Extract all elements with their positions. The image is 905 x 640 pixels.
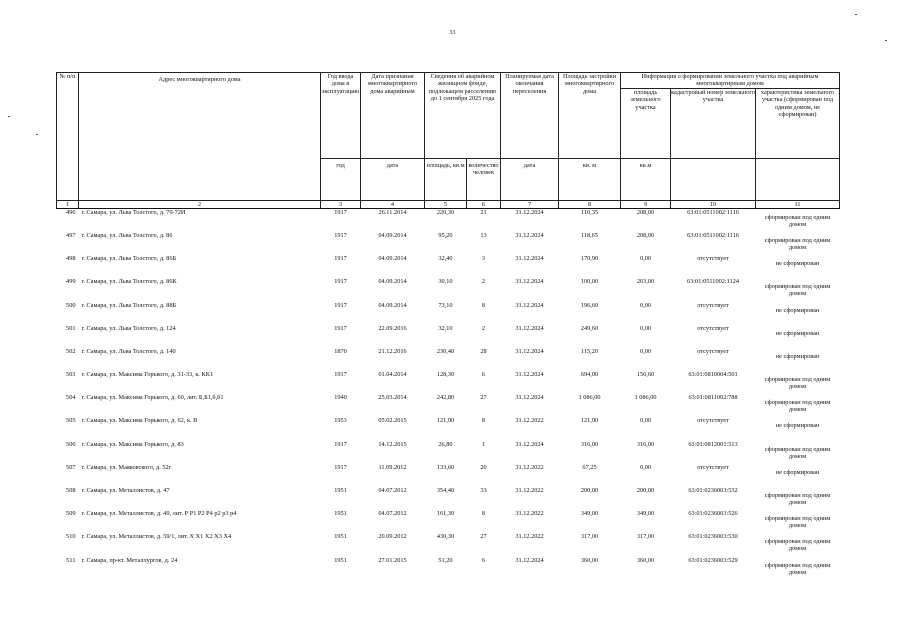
address-cell: г. Самара, пр-кт. Металлургов, д. 24 xyxy=(81,556,178,564)
people-count-cell: 6 xyxy=(481,556,486,564)
land-area-cell: 316,00 xyxy=(636,440,655,448)
year-cell: 1917 xyxy=(334,255,347,263)
building-area-cell: 115,20 xyxy=(580,347,599,355)
land-area-cell: 0,00 xyxy=(640,324,652,332)
table-body xyxy=(57,209,840,580)
row-number: 511 xyxy=(66,556,76,564)
year-cell: 1951 xyxy=(334,556,347,564)
year-cell: 1917 xyxy=(334,463,347,471)
emergency-housing-table xyxy=(56,72,840,580)
building-area-cell: 694,00 xyxy=(580,371,599,379)
building-area-cell: 317,00 xyxy=(580,533,599,541)
table-row xyxy=(57,209,840,232)
planned-date-cell: 31.12.2022 xyxy=(515,463,544,471)
land-area-cell: 1 086,00 xyxy=(634,394,657,402)
unit-cadastral-empty xyxy=(671,158,756,200)
unit-area: площадь, кв.м xyxy=(425,158,467,200)
year-cell: 1917 xyxy=(334,371,347,379)
building-area-cell: 249,60 xyxy=(580,324,599,332)
planned-date-cell: 31.12.2022 xyxy=(515,510,544,518)
recognition-date-cell: 01.04.2014 xyxy=(378,371,407,379)
characteristic-cell: сформирован под одним домом xyxy=(764,515,831,530)
cadastral-cell: 63:01:0236003:529 xyxy=(688,556,738,564)
unit-date: дата xyxy=(361,158,425,200)
cadastral-cell: 63:01:0236003:530 xyxy=(688,533,738,541)
column-number: 9 xyxy=(621,200,671,208)
address-cell: г. Самара, ул. Максима Горького, д. 60, лит. Б,Б1,б,б1 xyxy=(81,394,224,402)
recognition-date-cell: 21.12.2016 xyxy=(378,347,407,355)
fund-area-cell: 121,90 xyxy=(436,417,455,425)
header-land-info: Информация о формировании земельного участка под аварийным многоквартирным домом xyxy=(621,73,840,89)
row-number: 505 xyxy=(66,417,76,425)
column-number: 4 xyxy=(361,200,425,208)
building-area-cell: 196,60 xyxy=(580,301,599,309)
recognition-date-cell: 27.01.2015 xyxy=(378,556,407,564)
cadastral-cell: 63:01:0511002:1124 xyxy=(687,278,740,286)
characteristic-cell: сформирован под одним домом xyxy=(764,561,831,576)
planned-date-cell: 31.12.2024 xyxy=(515,255,544,263)
fund-area-cell: 51,20 xyxy=(438,556,453,564)
row-number: 509 xyxy=(66,510,76,518)
cadastral-cell: 63:01:0812001:513 xyxy=(688,440,738,448)
unit-land-area: кв.м xyxy=(621,158,671,200)
unit-people: количество человек xyxy=(467,158,501,200)
people-count-cell: 2 xyxy=(481,324,486,332)
people-count-cell: 13 xyxy=(480,231,487,239)
row-number: 501 xyxy=(66,324,76,332)
planned-date-cell: 31.12.2024 xyxy=(515,324,544,332)
characteristic-cell: не сформирован xyxy=(775,260,820,268)
land-area-cell: 156,60 xyxy=(636,371,655,379)
characteristic-cell: сформирован под одним домом xyxy=(764,492,831,507)
people-count-cell: 8 xyxy=(481,510,486,518)
unit-planned-date: дата xyxy=(501,158,559,200)
people-count-cell: 2 xyxy=(481,278,486,286)
year-cell: 1953 xyxy=(334,417,347,425)
building-area-cell: 200,00 xyxy=(580,487,599,495)
scan-speck xyxy=(855,14,857,15)
row-number: 503 xyxy=(66,371,76,379)
column-number: 5 xyxy=(425,200,467,208)
cadastral-cell: 63:01:0236003:532 xyxy=(688,487,738,495)
page-number: 33 xyxy=(449,30,456,36)
header-num: № п/п xyxy=(57,73,79,201)
people-count-cell: 8 xyxy=(481,417,486,425)
year-cell: 1917 xyxy=(334,324,347,332)
building-area-cell: 1 086,00 xyxy=(578,394,601,402)
year-cell: 1951 xyxy=(334,533,347,541)
address-cell: г. Самара, ул. Льва Толстого, д. 124 xyxy=(81,324,176,332)
unit-building-area: кв. м xyxy=(559,158,621,200)
year-cell: 1917 xyxy=(334,209,347,217)
table-header xyxy=(57,73,840,209)
fund-area-cell: 242,80 xyxy=(436,394,455,402)
table-row xyxy=(57,557,840,580)
planned-date-cell: 31.12.2022 xyxy=(515,533,544,541)
address-cell: г. Самара, ул. Металлистов, д. 49, лит. Р Р1 Р2 Р4 р2 р3 р4 xyxy=(81,510,237,518)
people-count-cell: 33 xyxy=(480,487,487,495)
planned-date-cell: 31.12.2024 xyxy=(515,440,544,448)
characteristic-cell: сформирован под одним домом xyxy=(764,538,831,553)
column-number: 1 xyxy=(57,200,79,208)
header-fund-info: Сведения об аварийном жилищном фонде, подлежащем расселению до 1 сентября 2025 года xyxy=(425,73,501,159)
column-number: 2 xyxy=(79,200,321,208)
column-number: 8 xyxy=(559,200,621,208)
unit-characteristic-empty xyxy=(756,158,840,200)
building-area-cell: 360,00 xyxy=(580,556,599,564)
address-cell: г. Самара, ул. Максима Горького, д. 31-33, к. КК1 xyxy=(81,371,214,379)
land-area-cell: 203,00 xyxy=(636,278,655,286)
table-row xyxy=(57,302,840,325)
unit-year: год xyxy=(321,158,361,200)
year-cell: 1951 xyxy=(334,510,347,518)
recognition-date-cell: 11.09.2012 xyxy=(378,463,407,471)
people-count-cell: 3 xyxy=(481,255,486,263)
people-count-cell: 8 xyxy=(481,301,486,309)
planned-date-cell: 31.12.2024 xyxy=(515,278,544,286)
cadastral-cell: 63:01:0810004:501 xyxy=(688,371,738,379)
address-cell: г. Самара, ул. Льва Толстого, д. 86 xyxy=(81,231,173,239)
people-count-cell: 1 xyxy=(481,440,486,448)
table-row xyxy=(57,464,840,487)
cadastral-cell: отсутствует xyxy=(697,347,729,355)
year-cell: 1870 xyxy=(334,347,347,355)
planned-date-cell: 31.12.2022 xyxy=(515,417,544,425)
year-cell: 1917 xyxy=(334,301,347,309)
fund-area-cell: 230,40 xyxy=(436,347,455,355)
address-cell: г. Самара, ул. Льва Толстого, д. 86К xyxy=(81,278,177,286)
building-area-cell: 100,00 xyxy=(580,278,599,286)
table-row xyxy=(57,325,840,348)
land-area-cell: 208,00 xyxy=(636,209,655,217)
recognition-date-cell: 04.09.2014 xyxy=(378,255,407,263)
fund-area-cell: 128,30 xyxy=(436,371,455,379)
land-area-cell: 208,00 xyxy=(636,231,655,239)
land-area-cell: 360,00 xyxy=(636,556,655,564)
people-count-cell: 27 xyxy=(480,394,487,402)
column-number: 6 xyxy=(467,200,501,208)
characteristic-cell: не сформирован xyxy=(775,306,820,314)
row-number: 506 xyxy=(66,440,76,448)
header-cadastral: кадастровый номер земельного участка xyxy=(671,88,756,158)
header-characteristic: характеристика земельного участка (сформирован под одним домом, не сформирован) xyxy=(756,88,840,158)
table-row xyxy=(57,510,840,533)
building-area-cell: 316,00 xyxy=(580,440,599,448)
characteristic-cell: не сформирован xyxy=(775,329,820,337)
land-area-cell: 0,00 xyxy=(640,417,652,425)
fund-area-cell: 354,40 xyxy=(436,487,455,495)
header-year: Год ввода дома в эксплуатацию xyxy=(321,73,361,159)
land-area-cell: 0,00 xyxy=(640,255,652,263)
land-area-cell: 0,00 xyxy=(640,347,652,355)
people-count-cell: 6 xyxy=(481,371,486,379)
cadastral-cell: 63:01:0511002:1116 xyxy=(687,209,739,217)
people-count-cell: 27 xyxy=(480,533,487,541)
recognition-date-cell: 04.09.2014 xyxy=(378,231,407,239)
header-building-area: Площадь застройки многоквартирного дома xyxy=(559,73,621,159)
row-number: 498 xyxy=(66,255,76,263)
fund-area-cell: 95,20 xyxy=(438,231,453,239)
scan-speck xyxy=(36,134,38,135)
planned-date-cell: 31.12.2024 xyxy=(515,371,544,379)
fund-area-cell: 161,30 xyxy=(436,510,455,518)
year-cell: 1917 xyxy=(334,278,347,286)
table-row xyxy=(57,278,840,301)
cadastral-cell: 63:01:0811002:788 xyxy=(688,394,738,402)
row-number: 496 xyxy=(66,209,76,217)
fund-area-cell: 32,40 xyxy=(438,255,453,263)
recognition-date-cell: 20.09.2012 xyxy=(378,533,407,541)
row-number: 499 xyxy=(66,278,76,286)
table-row xyxy=(57,441,840,464)
scan-speck xyxy=(8,116,10,117)
recognition-date-cell: 04.09.2014 xyxy=(378,278,407,286)
address-cell: г. Самара, ул. Льва Толстого, д. 88Б xyxy=(81,301,177,309)
cadastral-cell: отсутствует xyxy=(697,255,729,263)
column-number: 7 xyxy=(501,200,559,208)
fund-area-cell: 220,30 xyxy=(436,209,455,217)
table-row xyxy=(57,255,840,278)
header-land-area: площадь земельного участка xyxy=(621,88,671,158)
year-cell: 1951 xyxy=(334,487,347,495)
row-number: 497 xyxy=(66,231,76,239)
people-count-cell: 21 xyxy=(480,209,487,217)
header-address: Адрес многоквартирного дома xyxy=(79,73,321,201)
header-recognition-date: Дата признания многоквартирного дома аварийным xyxy=(361,73,425,159)
recognition-date-cell: 25.03.2014 xyxy=(378,394,407,402)
header-planned-date: Планируемая дата окончания переселения xyxy=(501,73,559,159)
row-number: 508 xyxy=(66,487,76,495)
year-cell: 1940 xyxy=(334,394,347,402)
land-area-cell: 349,00 xyxy=(636,510,655,518)
row-number: 504 xyxy=(66,394,76,402)
row-number: 510 xyxy=(66,533,76,541)
recognition-date-cell: 22.09.2016 xyxy=(378,324,407,332)
row-number: 500 xyxy=(66,301,76,309)
people-count-cell: 20 xyxy=(480,463,487,471)
characteristic-cell: сформирован под одним домом xyxy=(764,399,831,414)
planned-date-cell: 31.12.2024 xyxy=(515,394,544,402)
fund-area-cell: 133,60 xyxy=(436,463,455,471)
building-area-cell: 121,90 xyxy=(580,417,599,425)
address-cell: г. Самара, ул. Максима Горького, д. 83 xyxy=(81,440,184,448)
address-cell: г. Самара, ул. Маяковского, д. 52г xyxy=(81,463,172,471)
cadastral-cell: 63:01:0511002:1116 xyxy=(687,231,739,239)
land-area-cell: 0,00 xyxy=(640,463,652,471)
table-row xyxy=(57,348,840,371)
planned-date-cell: 31.12.2022 xyxy=(515,487,544,495)
table-row xyxy=(57,487,840,510)
column-number: 10 xyxy=(671,200,756,208)
address-cell: г. Самара, ул. Металлистов, д. 47 xyxy=(81,487,170,495)
column-number: 11 xyxy=(756,200,840,208)
planned-date-cell: 31.12.2024 xyxy=(515,209,544,217)
cadastral-cell: отсутствует xyxy=(697,463,729,471)
fund-area-cell: 430,30 xyxy=(436,533,455,541)
table-row xyxy=(57,232,840,255)
characteristic-cell: сформирован под одним домом xyxy=(764,283,831,298)
table-row xyxy=(57,371,840,394)
building-area-cell: 110,35 xyxy=(580,209,599,217)
land-area-cell: 0,00 xyxy=(640,301,652,309)
recognition-date-cell: 04.07.2012 xyxy=(378,510,407,518)
year-cell: 1917 xyxy=(334,231,347,239)
characteristic-cell: сформирован под одним домом xyxy=(764,376,831,391)
recognition-date-cell: 04.07.2012 xyxy=(378,487,407,495)
building-area-cell: 118,65 xyxy=(580,231,599,239)
fund-area-cell: 30,10 xyxy=(438,278,453,286)
cadastral-cell: отсутствует xyxy=(697,324,729,332)
land-area-cell: 200,00 xyxy=(636,487,655,495)
characteristic-cell: не сформирован xyxy=(775,352,820,360)
cadastral-cell: 63:01:0236003:526 xyxy=(688,510,738,518)
recognition-date-cell: 04.09.2014 xyxy=(378,301,407,309)
table-row xyxy=(57,417,840,440)
building-area-cell: 67,25 xyxy=(582,463,597,471)
characteristic-cell: сформирован под одним домом xyxy=(764,445,831,460)
fund-area-cell: 32,10 xyxy=(438,324,453,332)
recognition-date-cell: 14.12.2015 xyxy=(378,440,407,448)
planned-date-cell: 31.12.2024 xyxy=(515,231,544,239)
row-number: 502 xyxy=(66,347,76,355)
characteristic-cell: не сформирован xyxy=(775,422,820,430)
planned-date-cell: 31.12.2024 xyxy=(515,301,544,309)
cadastral-cell: отсутствует xyxy=(697,417,729,425)
cadastral-cell: отсутствует xyxy=(697,301,729,309)
fund-area-cell: 73,10 xyxy=(438,301,453,309)
scan-speck xyxy=(885,40,887,41)
characteristic-cell: сформирован под одним домом xyxy=(764,214,831,229)
table-row xyxy=(57,533,840,556)
building-area-cell: 349,00 xyxy=(580,510,599,518)
year-cell: 1917 xyxy=(334,440,347,448)
land-area-cell: 317,00 xyxy=(636,533,655,541)
address-cell: г. Самара, ул. Льва Толстого, д. 140 xyxy=(81,347,176,355)
fund-area-cell: 26,80 xyxy=(438,440,453,448)
table-row xyxy=(57,394,840,417)
planned-date-cell: 31.12.2024 xyxy=(515,347,544,355)
address-cell: г. Самара, ул. Льва Толстого, д. 86Б xyxy=(81,255,177,263)
planned-date-cell: 31.12.2024 xyxy=(515,556,544,564)
column-number: 3 xyxy=(321,200,361,208)
row-number: 507 xyxy=(66,463,76,471)
building-area-cell: 170,90 xyxy=(580,255,599,263)
address-cell: г. Самара, ул. Металлистов, д. 59/1, лит. Х Х1 Х2 Х3 Х4 xyxy=(81,533,232,541)
address-cell: г. Самара, ул. Максима Горького, д. 62, к. В xyxy=(81,417,198,425)
address-cell: г. Самара, ул. Льва Толстого, д. 70-72И xyxy=(81,209,186,217)
recognition-date-cell: 26.11.2014 xyxy=(378,209,407,217)
people-count-cell: 28 xyxy=(480,347,487,355)
recognition-date-cell: 05.02.2015 xyxy=(378,417,407,425)
characteristic-cell: сформирован под одним домом xyxy=(764,236,831,251)
characteristic-cell: не сформирован xyxy=(775,468,820,476)
